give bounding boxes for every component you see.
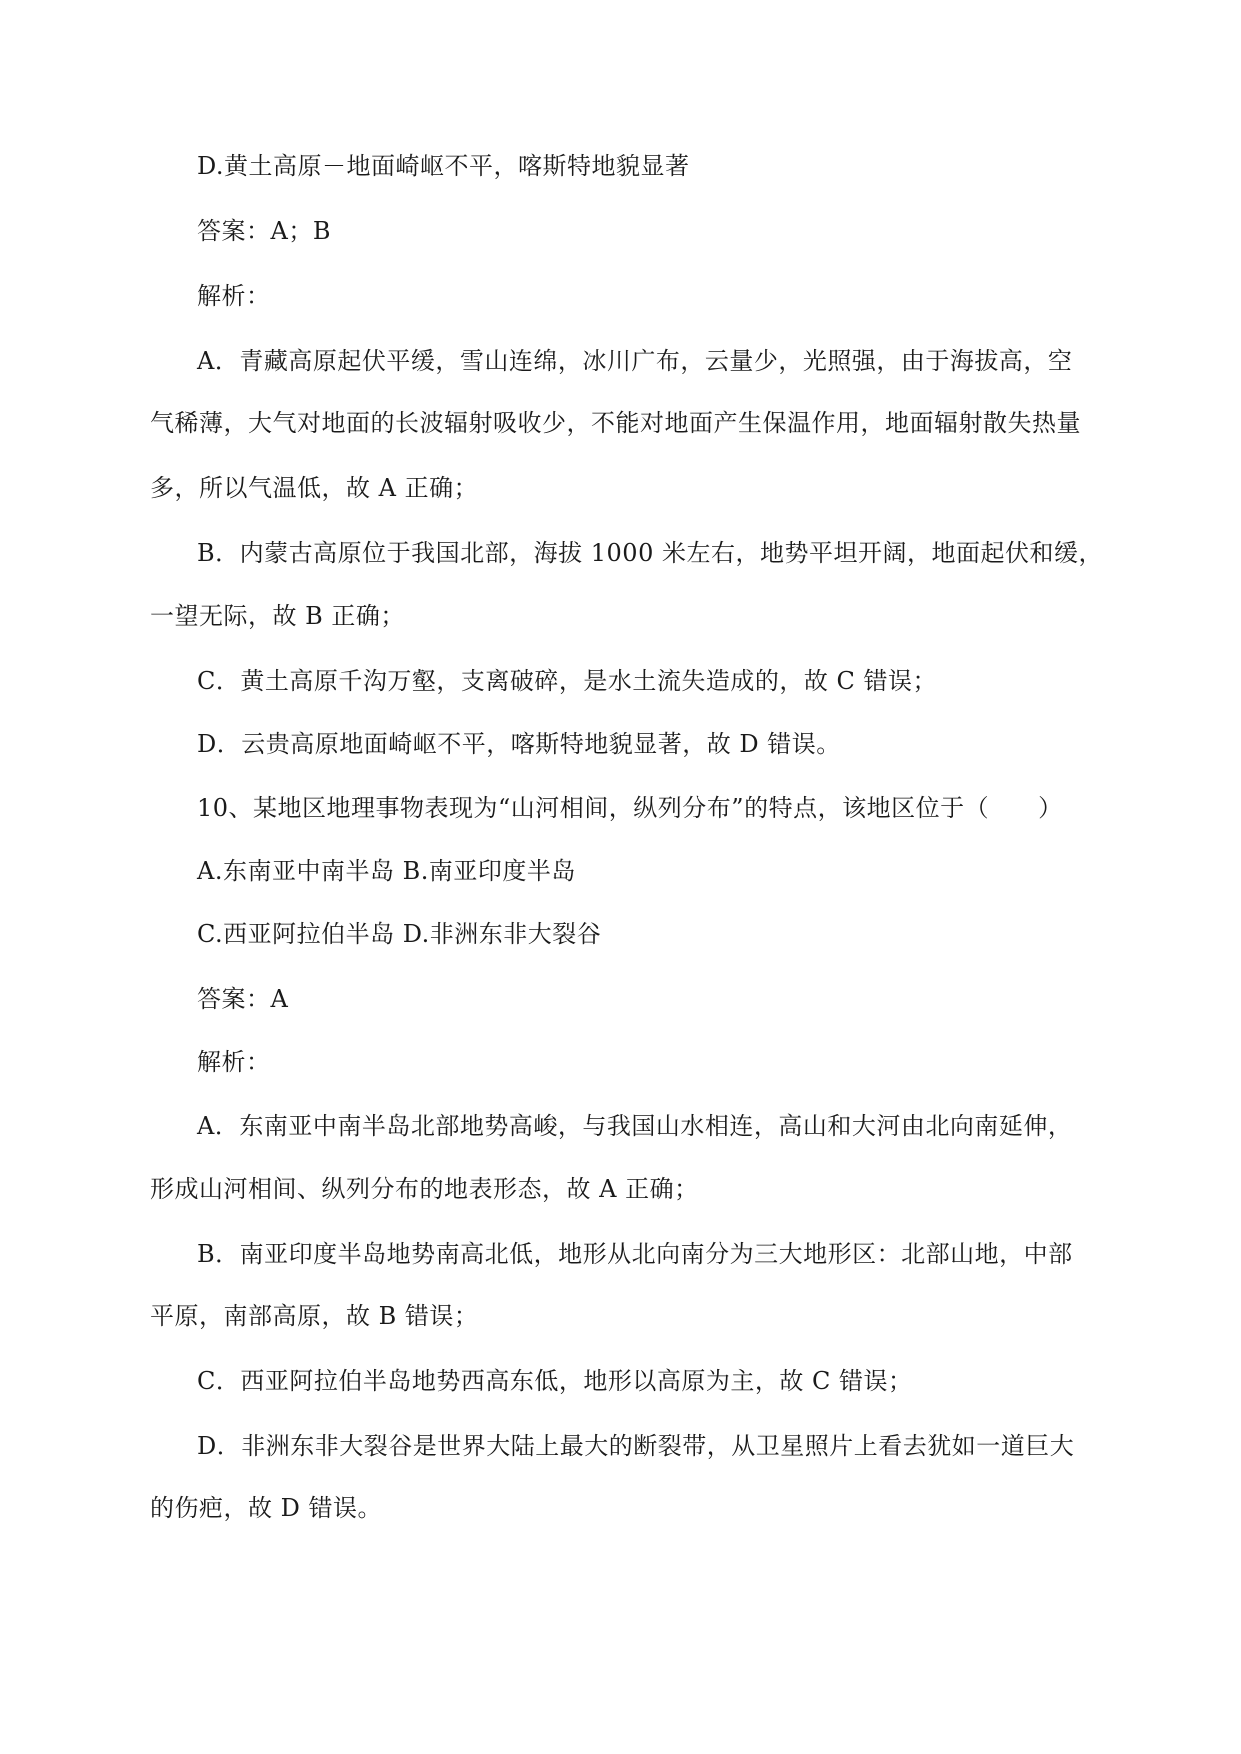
analysis-c-line: C．黄土高原千沟万壑，支离破碎，是水土流失造成的，故 C 错误； [197, 667, 937, 695]
option-d-line: D.黄土高原－地面崎岖不平，喀斯特地貌显著 [197, 152, 690, 180]
answer-line-2: 答案：A [197, 985, 289, 1013]
analysis-a-line-3: 多，所以气温低，故 A 正确； [150, 474, 479, 502]
analysis-heading: 解析： [197, 282, 271, 310]
analysis2-b-line-1: B．南亚印度半岛地势南高北低，地形从北向南分为三大地形区：北部山地，中部 [197, 1240, 1073, 1268]
answer-line: 答案：A；B [197, 217, 331, 245]
analysis-a-line-2: 气稀薄，大气对地面的长波辐射吸收少，不能对地面产生保温作用，地面辐射散失热量 [150, 409, 1081, 437]
analysis-heading-2: 解析： [197, 1048, 271, 1076]
analysis-d-line: D．云贵高原地面崎岖不平，喀斯特地貌显著，故 D 错误。 [197, 730, 841, 758]
analysis2-a-line-1: A．东南亚中南半岛北部地势高峻，与我国山水相连，高山和大河由北向南延伸， [197, 1112, 1073, 1140]
analysis2-a-line-2: 形成山河相间、纵列分布的地表形态，故 A 正确； [150, 1175, 699, 1203]
options-c-d: C.西亚阿拉伯半岛 D.非洲东非大裂谷 [197, 920, 602, 948]
question-10: 10、某地区地理事物表现为“山河相间，纵列分布”的特点，该地区位于（ ） [197, 794, 1063, 822]
analysis-a-line-1: A．青藏高原起伏平缓，雪山连绵，冰川广布，云量少，光照强，由于海拔高，空 [197, 347, 1073, 375]
analysis2-c-line: C．西亚阿拉伯半岛地势西高东低，地形以高原为主，故 C 错误； [197, 1367, 913, 1395]
options-a-b: A.东南亚中南半岛 B.南亚印度半岛 [197, 857, 576, 885]
analysis2-d-line-2: 的伤疤，故 D 错误。 [150, 1494, 382, 1522]
analysis-b-line-2: 一望无际，故 B 正确； [150, 602, 405, 630]
analysis2-d-line-1: D．非洲东非大裂谷是世界大陆上最大的断裂带，从卫星照片上看去犹如一道巨大 [197, 1432, 1075, 1460]
analysis-b-line-1: B．内蒙古高原位于我国北部，海拔 1000 米左右，地势平坦开阔，地面起伏和缓， [197, 539, 1103, 567]
analysis2-b-line-2: 平原，南部高原，故 B 错误； [150, 1302, 479, 1330]
